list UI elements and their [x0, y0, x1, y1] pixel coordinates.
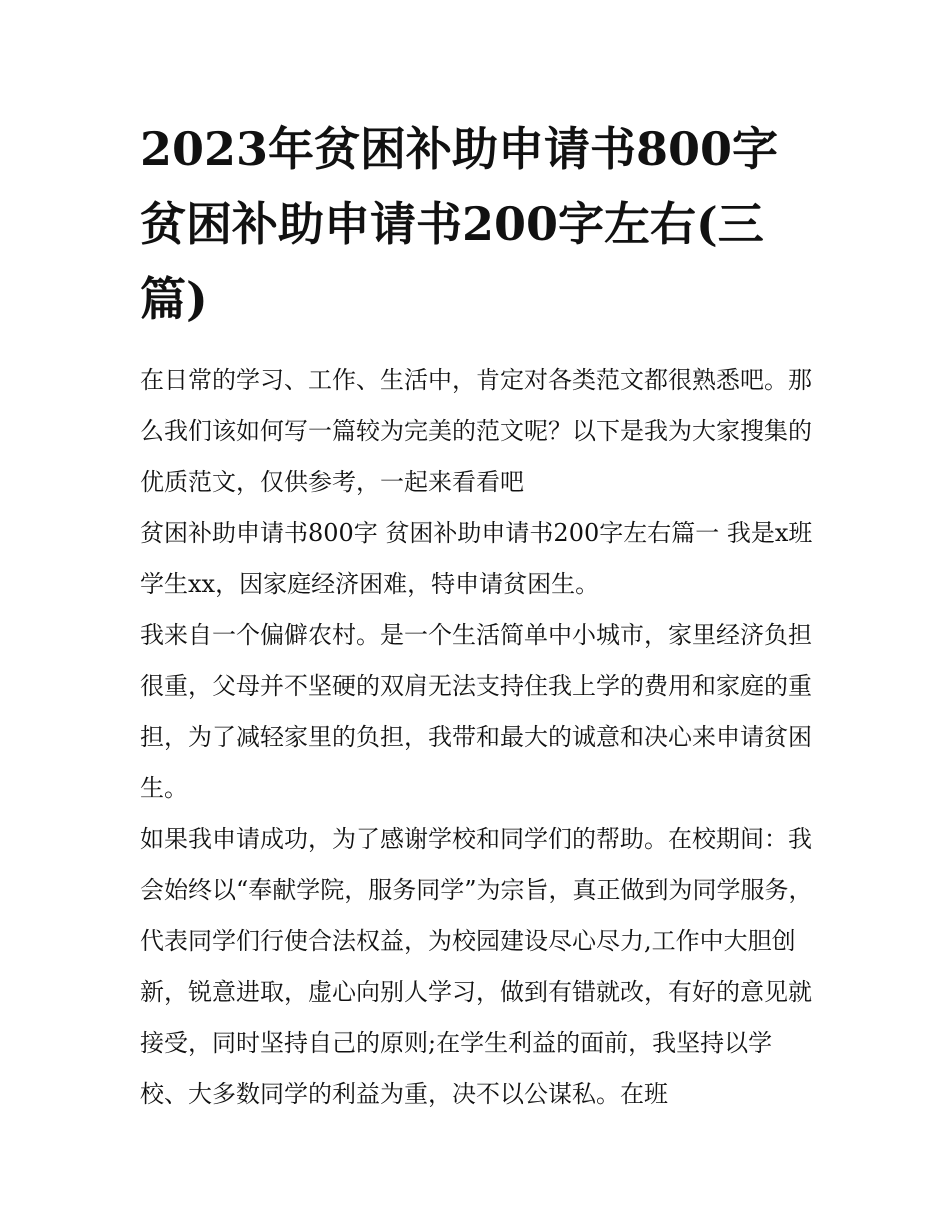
paragraph-background: 我来自一个偏僻农村。是一个生活简单中小城市，家里经济负担很重，父母并不坚硬的双肩无法支持住我上学的费用和家庭的重担，为了减轻家里的负担，我带和最大的诚意和决心来申请贫困生。: [140, 621, 812, 802]
document-title: 2023年贫困补助申请书800字 贫困补助申请书200字左右(三篇): [140, 122, 779, 326]
paragraph-section-one: 贫困补助申请书800字 贫困补助申请书200字左右篇一 我是x班学生xx，因家庭经济困难，特申请贫困生。: [140, 519, 813, 598]
paragraph-commitment: 如果我申请成功，为了感谢学校和同学们的帮助。在校期间：我会始终以“奉献学院，服务同学”为宗旨，真正做到为同学服务，代表同学们行使合法权益，为校园建设尽心尽力,工作中大胆创新，锐意进取，虚心向别人学习，做到有错就改，有好的意见就接受，同时坚持自己的原则;在学生利益的面前，我坚持以学校、大多数同学的利益为重，决不以公谋私。在班: [140, 825, 813, 1108]
paragraph-intro: 在日常的学习、工作、生活中，肯定对各类范文都很熟悉吧。那么我们该如何写一篇较为完美的范文呢？以下是我为大家搜集的优质范文，仅供参考，一起来看看吧: [140, 366, 812, 496]
document-body: [140, 112, 820, 1120]
